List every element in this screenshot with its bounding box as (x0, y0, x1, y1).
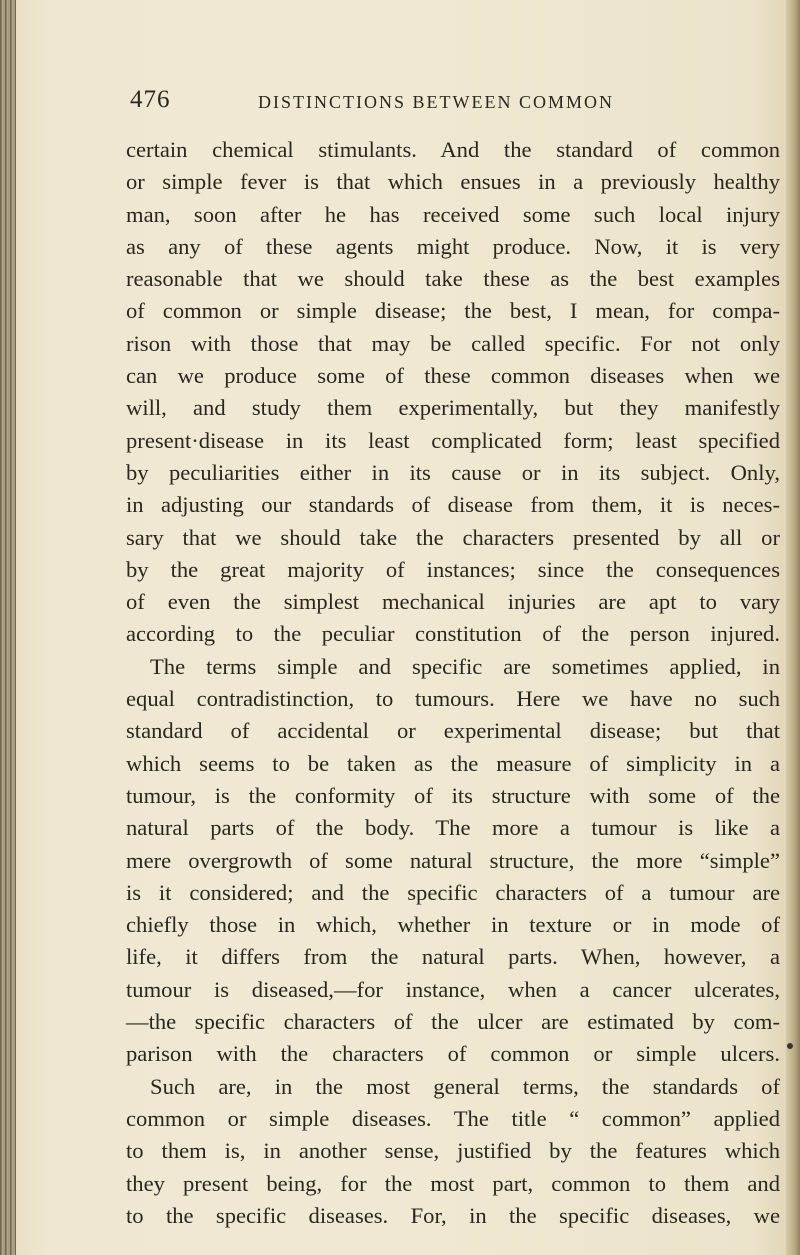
text-line: common or simple diseases. The title “ common” applied (126, 1105, 780, 1131)
text-line: present·disease in its least complicated form; least specified (126, 427, 780, 453)
text-line: The terms simple and specific are sometimes applied, in (150, 653, 780, 679)
text-line: parison with the characters of common or simple ulcers. (126, 1041, 780, 1067)
text-line: —the specific characters of the ulcer are estimated by com- (126, 1009, 780, 1035)
page-right-edge (786, 0, 800, 1255)
text-line: mere overgrowth of some natural structure, the more “simple” (126, 847, 780, 873)
text-line: which seems to be taken as the measure of simplicity in a (126, 750, 780, 776)
text-line: certain chemical stimulants. And the standard of common (126, 137, 780, 162)
page-number: 476 (130, 86, 171, 113)
text-line: tumour, is the conformity of its structure with some of the (126, 782, 780, 808)
text-line: can we produce some of these common diseases when we (126, 363, 780, 389)
book-binding-edge (0, 0, 16, 1255)
text-line: tumour is diseased,—for instance, when a cancer ulcerates, (126, 976, 780, 1002)
text-line: life, it differs from the natural parts. When, however, a (126, 944, 780, 970)
text-line: natural parts of the body. The more a tumour is like a (126, 815, 780, 841)
text-line: chiefly those in which, whether in texture or in mode of (126, 912, 780, 938)
text-line: Such are, in the most general terms, the standards of (150, 1073, 780, 1099)
text-line: according to the peculiar constitution of the person injured. (126, 621, 780, 647)
text-line: to the specific diseases. For, in the specific diseases, we (126, 1202, 780, 1228)
text-line: reasonable that we should take these as the best examples (126, 266, 780, 292)
body-text (126, 134, 780, 1232)
text-line: by peculiarities either in its cause or in its subject. Only, (126, 459, 780, 485)
text-line: rison with those that may be called specific. For not only (126, 330, 780, 356)
text-line: as any of these agents might produce. Now, it is very (126, 233, 780, 259)
text-line: of even the simplest mechanical injuries are apt to vary (126, 589, 780, 615)
text-line: standard of accidental or experimental disease; but that (126, 718, 780, 744)
text-line: they present being, for the most part, common to them and (126, 1170, 780, 1196)
text-line: sary that we should take the characters presented by all or (126, 524, 780, 550)
text-line: or simple fever is that which ensues in a previously healthy (126, 169, 780, 195)
running-head: DISTINCTIONS BETWEEN COMMON (258, 92, 614, 112)
text-line: of common or simple disease; the best, I mean, for compa- (126, 298, 780, 324)
margin-mark (787, 1043, 793, 1049)
text-line: equal contradistinction, to tumours. Here we have no such (126, 686, 780, 712)
text-line: to them is, in another sense, justified by the features which (126, 1138, 780, 1164)
text-line: by the great majority of instances; since the consequences (126, 556, 780, 582)
text-line: in adjusting our standards of disease from them, it is neces- (126, 492, 780, 518)
text-line: man, soon after he has received some such local injury (126, 201, 780, 227)
text-line: is it considered; and the specific characters of a tumour are (126, 879, 780, 905)
text-line: will, and study them experimentally, but they manifestly (126, 395, 780, 421)
